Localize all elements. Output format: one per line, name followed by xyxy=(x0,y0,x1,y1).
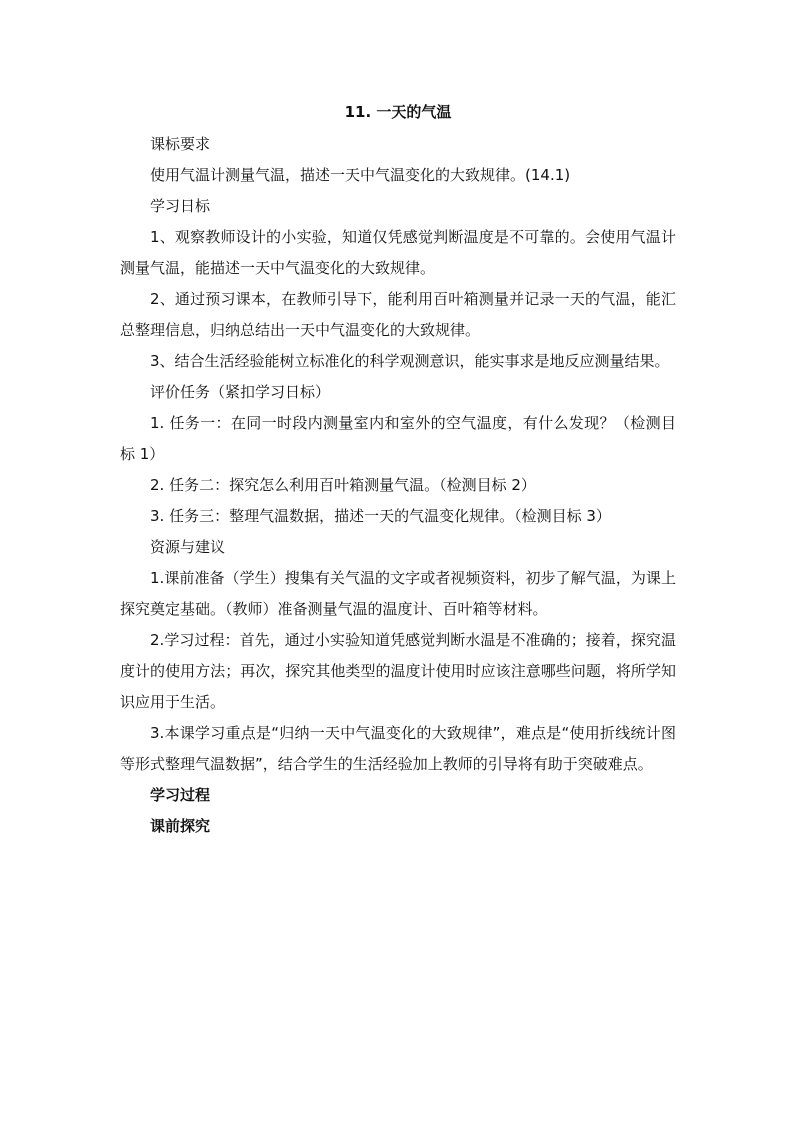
resources-list xyxy=(120,563,676,780)
objective-item: 1、观察教师设计的小实验，知道仅凭感觉判断温度是不可靠的。会使用气温计测量气温，能描述一天中气温变化的大致规律。 xyxy=(120,228,676,277)
standard-heading: 课标要求 xyxy=(150,135,211,153)
objective-item: 3、结合生活经验能树立标准化的科学观测意识，能实事求是地反应测量结果。 xyxy=(150,352,670,370)
evaluation-item: 3. 任务三：整理气温数据，描述一天的气温变化规律。（检测目标 3） xyxy=(150,507,611,525)
evaluation-heading: 评价任务（紧扣学习日标） xyxy=(150,383,331,401)
evaluation-list xyxy=(120,408,676,532)
resources-heading: 资源与建议 xyxy=(150,538,226,556)
evaluation-item: 2. 任务二：探究怎么利用百叶箱测量气温。（检测目标 2） xyxy=(150,476,536,494)
objectives-list xyxy=(120,222,676,377)
process-heading: 学习过程 xyxy=(150,786,211,804)
standard-text: 使用气温计测量气温，描述一天中气温变化的大致规律。(14.1) xyxy=(150,166,571,184)
pre-class-heading: 课前探究 xyxy=(150,817,211,835)
resource-item: 3.本课学习重点是“归纳一天中气温变化的大致规律”，难点是“使用折线统计图等形式整理气温数据”，结合学生的生活经验加上教师的引导将有助于突破难点。 xyxy=(120,724,676,773)
resource-item: 2.学习过程：首先，通过小实验知道凭感觉判断水温是不准确的；接着，探究温度计的使用方法；再次，探究其他类型的温度计使用时应该注意哪些问题，将所学知识应用于生活。 xyxy=(120,631,676,711)
resource-item: 1.课前准备（学生）搜集有关气温的文字或者视频资料，初步了解气温，为课上探究奠定基础。（教师）准备测量气温的温度计、百叶箱等材料。 xyxy=(120,569,676,618)
objectives-heading: 学习日标 xyxy=(150,197,211,215)
evaluation-item: 1. 任务一：在同一时段内测量室内和室外的空气温度，有什么发现？（检测目标 1） xyxy=(120,414,676,463)
objective-item: 2、通过预习课本，在教师引导下，能利用百叶箱测量并记录一天的气温，能汇总整理信息，归纳总结出一天中气温变化的大致规律。 xyxy=(120,290,676,339)
document-content xyxy=(120,97,676,842)
document-title: 11. 一天的气温 xyxy=(344,103,452,121)
